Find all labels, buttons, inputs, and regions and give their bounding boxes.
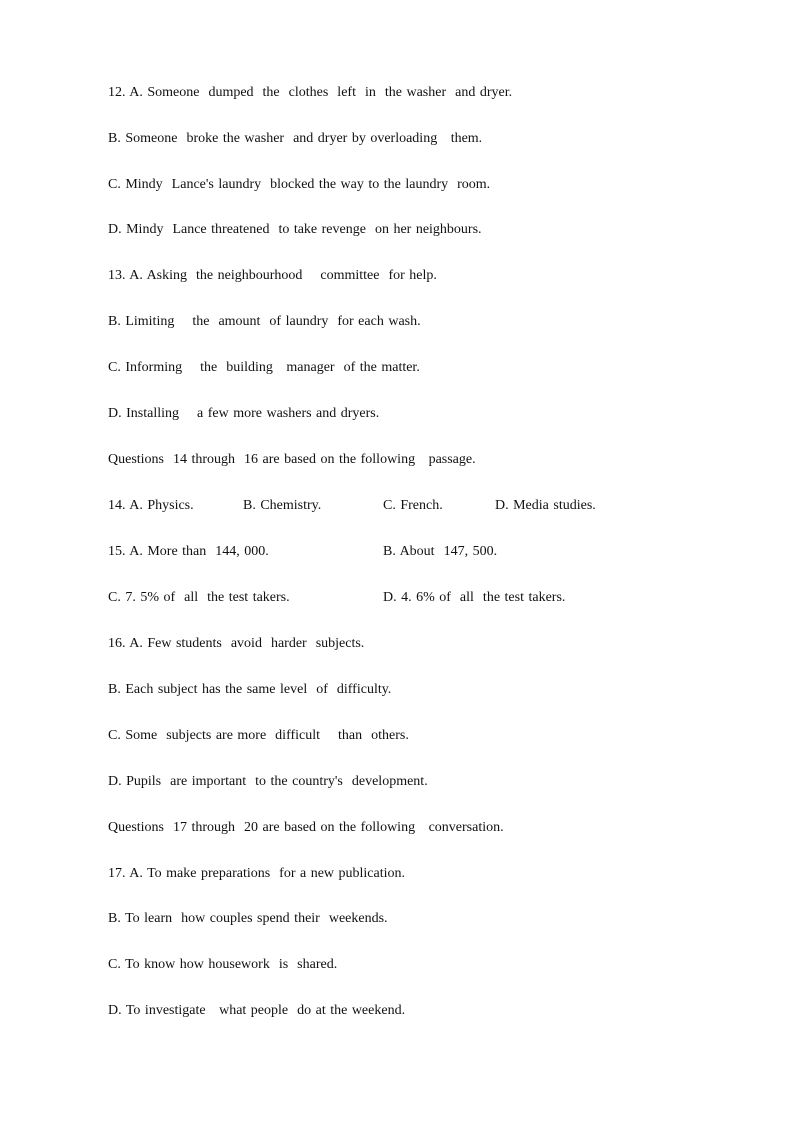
q15-option-a: 15. A. More than 144, 000. — [108, 544, 269, 559]
q17-option-b: B. To learn how couples spend their weekends. — [108, 911, 388, 926]
q16-option-a: 16. A. Few students avoid harder subjects. — [108, 636, 365, 651]
section-intro-14-16: Questions 14 through 16 are based on the following passage. — [108, 452, 476, 467]
q14-option-c: C. French. — [383, 498, 443, 513]
q14-option-d: D. Media studies. — [495, 498, 596, 513]
section-intro-17-20: Questions 17 through 20 are based on the following conversation. — [108, 820, 504, 835]
q15-option-c: C. 7. 5% of all the test takers. — [108, 590, 290, 605]
q15-option-b: B. About 147, 500. — [383, 544, 498, 559]
q17-option-d: D. To investigate what people do at the weekend. — [108, 1003, 406, 1018]
q14-option-b: B. Chemistry. — [243, 498, 322, 513]
q16-option-c: C. Some subjects are more difficult than others. — [108, 728, 409, 743]
q16-option-b: B. Each subject has the same level of difficulty. — [108, 682, 392, 697]
q12-option-d: D. Mindy Lance threatened to take revenge on her neighbours. — [108, 222, 482, 237]
q17-option-c: C. To know how housework is shared. — [108, 957, 338, 972]
q14-option-a: 14. A. Physics. — [108, 498, 194, 513]
q15-option-d: D. 4. 6% of all the test takers. — [383, 590, 566, 605]
q13-option-d: D. Installing a few more washers and dryers. — [108, 406, 380, 421]
q12-option-a: 12. A. Someone dumped the clothes left in the washer and dryer. — [108, 85, 513, 100]
q17-option-a: 17. A. To make preparations for a new publication. — [108, 866, 406, 881]
q12-option-b: B. Someone broke the washer and dryer by overloading them. — [108, 131, 483, 146]
q13-option-c: C. Informing the building manager of the matter. — [108, 360, 420, 375]
q12-option-c: C. Mindy Lance's laundry blocked the way to the laundry room. — [108, 177, 491, 192]
q16-option-d: D. Pupils are important to the country's development. — [108, 774, 428, 789]
q13-option-b: B. Limiting the amount of laundry for each wash. — [108, 314, 421, 329]
q13-option-a: 13. A. Asking the neighbourhood committee for help. — [108, 268, 437, 283]
